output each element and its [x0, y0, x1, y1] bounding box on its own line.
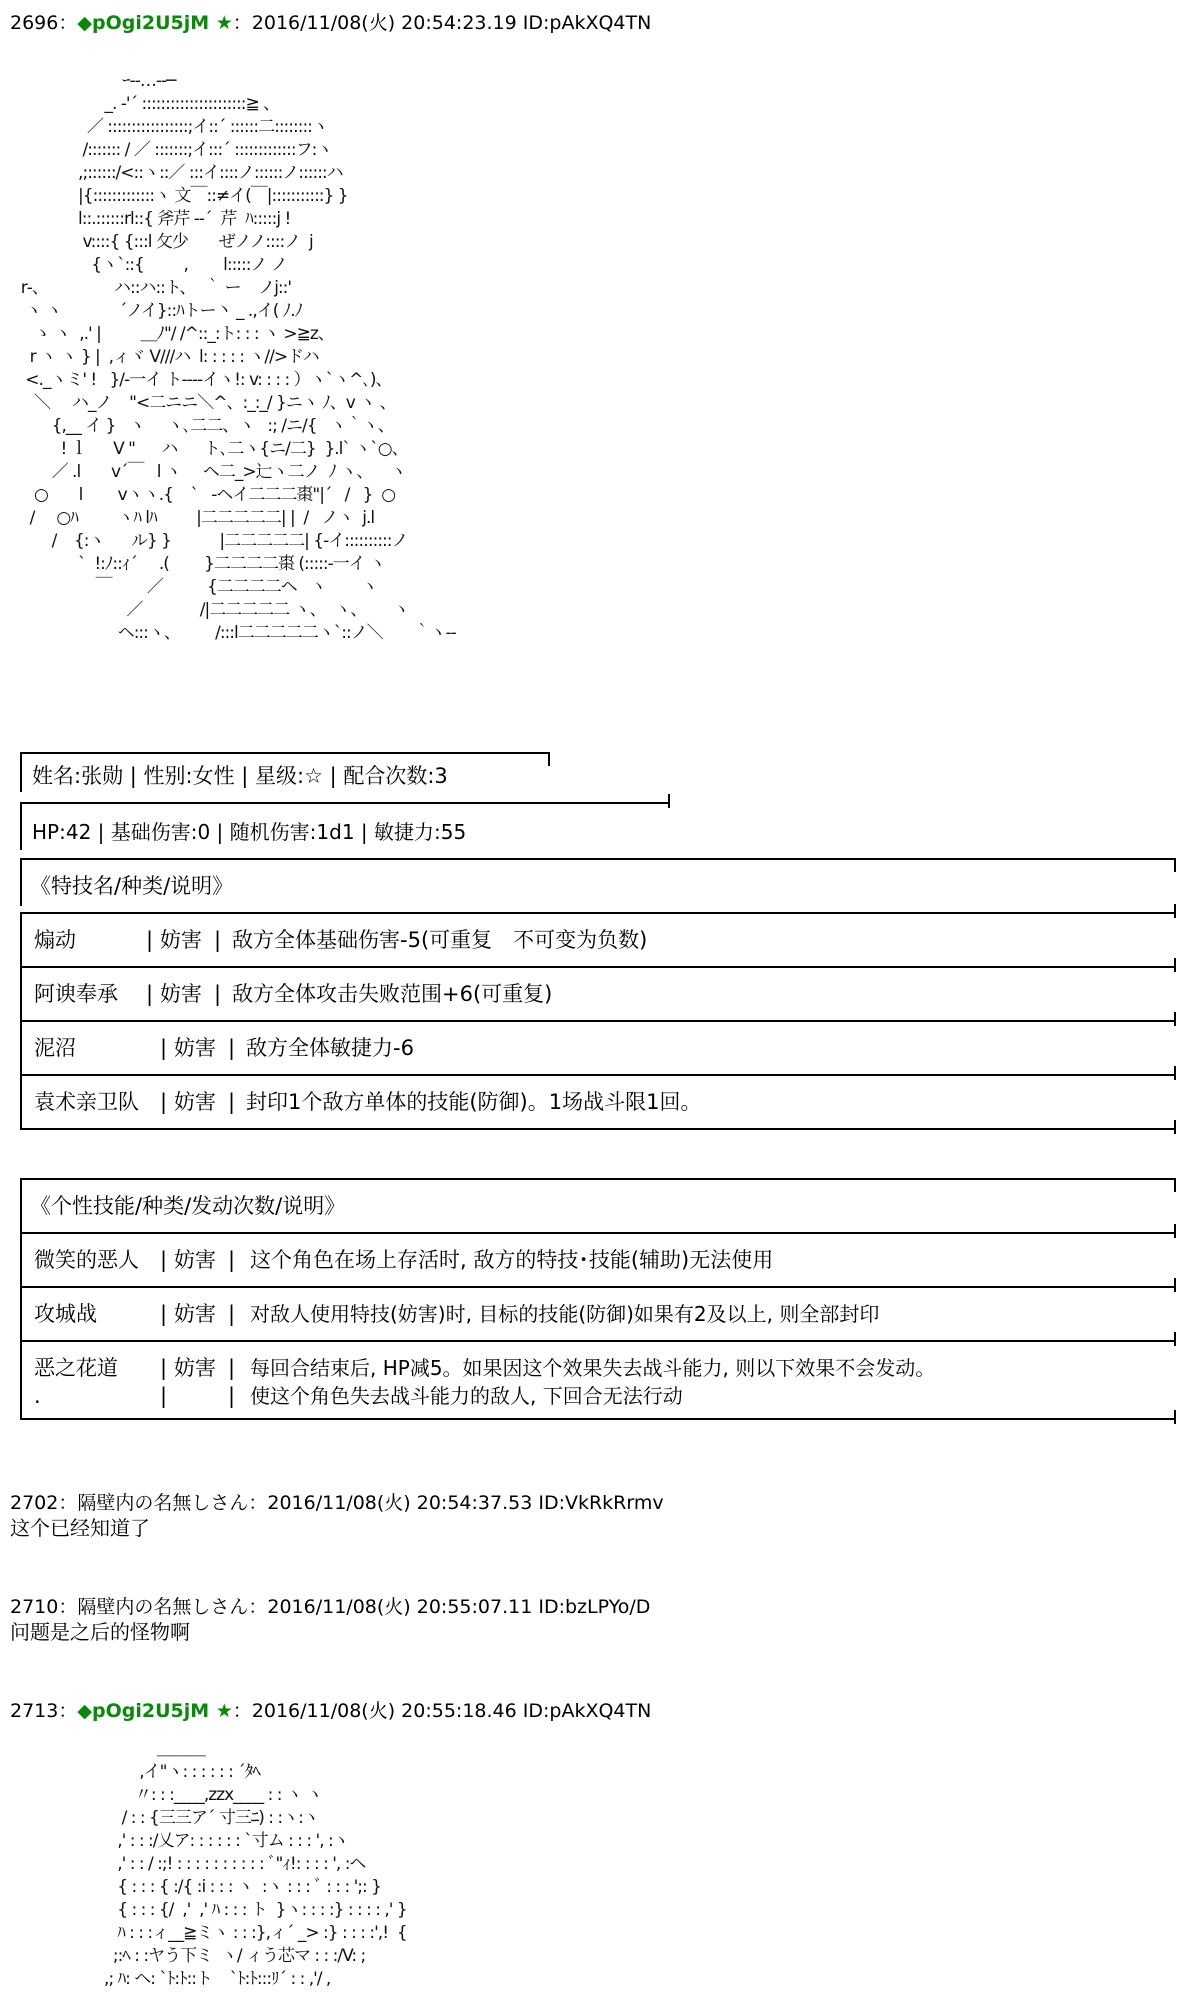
column-bar: |	[160, 1036, 168, 1060]
column-bar: |	[228, 1384, 236, 1408]
skill-name: 煽动	[34, 928, 76, 952]
poster-trip[interactable]: ◆pOgi2U5jM ★	[77, 1700, 233, 1722]
post-body-2702: 这个已经知道了	[10, 1516, 150, 1540]
skill-desc: 每回合结束后, HP减5。如果因这个效果失去战斗能力, 则以下效果不会发动。	[250, 1356, 936, 1380]
table-border	[1174, 1066, 1176, 1080]
post-date-id: ：2016/11/08(火) 20:55:07.11 ID:bzLPYo/D	[248, 1596, 651, 1618]
table-border	[20, 912, 1176, 914]
table-border	[1174, 1332, 1176, 1346]
table-border	[20, 1074, 1176, 1076]
table-border	[1174, 1278, 1176, 1292]
skill-desc: 敌方全体攻击失败范围+6(可重复)	[232, 982, 553, 1006]
table-border	[20, 1232, 22, 1286]
skill-name: 恶之花道	[34, 1356, 118, 1380]
column-bar: |	[160, 1384, 168, 1408]
ascii-art-character-2: ＿＿＿ ,イ"ヽ: : : : : : ´ﾀﾍ 〃: : :____,zzx____ : : ヽ ヽ / : : {三三ア´ 寸三ﾆ) : :ヽ:ヽ ,' : : :/乂ア: : : : : : `寸ム : : : ', :ヽ ,' : : / :;! : : : : : : : : : : ﾞ"ｨ!: : : : ', :ヘ { : : : { :/{ :i : : : ヽ :ヽ : : : ﾞ : : : ';: } { : : : {/ ,' ,' ﾊ : : : ト }ヽ: : : :} : : : : ,' } ﾊ : : :ィ__≧ミヽ : : :},ィ´ _> :} : : : :',! { ;:ﾍ : :ヤう下ミ ヽ/ ィう芯マ : : :/V: ; ,; ﾊ: ヘ: `ﾄ:ﾄ::ト `ﾄ:ﾄ:::ﾘ´ : : ,'/ ,	[104, 1739, 407, 1989]
table-border	[20, 1074, 22, 1128]
table-border	[20, 1340, 1176, 1342]
post-header-2713: 2713：◆pOgi2U5jM ★：2016/11/08(火) 20:55:18.46 ID:pAkXQ4TN	[10, 1700, 652, 1722]
skills-header: 《特技名/种类/说明》	[30, 874, 234, 898]
table-border	[20, 802, 670, 804]
poster-name: ：隔壁内の名無しさん	[58, 1596, 249, 1618]
skill-type: 妨害	[174, 1302, 216, 1326]
column-bar: |	[228, 1090, 236, 1114]
table-border	[20, 752, 550, 754]
table-border	[668, 794, 670, 808]
column-bar: |	[214, 928, 222, 952]
skill-desc: 对敌人使用特技(妨害)时, 目标的技能(防御)如果有2及以上, 则全部封印	[250, 1302, 880, 1326]
table-border	[1174, 1012, 1176, 1026]
table-border	[20, 912, 22, 966]
post-header-2710	[10, 1598, 650, 1617]
post-date-id: ：2016/11/08(火) 20:55:18.46 ID:pAkXQ4TN	[232, 1700, 652, 1722]
skill-desc: 敌方全体基础伤害-5(可重复 不可变为负数)	[232, 928, 648, 952]
skill-type: 妨害	[174, 1248, 216, 1272]
skill-type: 妨害	[160, 928, 202, 952]
skill-name: 微笑的恶人	[34, 1248, 139, 1272]
table-border	[20, 1020, 1176, 1022]
personality-skills-header: 《个性技能/种类/发动次数/说明》	[30, 1194, 346, 1218]
column-bar: |	[146, 928, 154, 952]
skill-name: 泥沼	[34, 1036, 76, 1060]
column-bar: |	[160, 1302, 168, 1326]
table-border	[20, 1178, 22, 1232]
skill-type: 妨害	[174, 1036, 216, 1060]
post-number: 2710	[10, 1596, 59, 1618]
skill-desc-continued: 使这个角色失去战斗能力的敌人, 下回合无法行动	[250, 1384, 683, 1408]
post-header-2696: 2696：◆pOgi2U5jM ★：2016/11/08(火) 20:54:23.19 ID:pAkXQ4TN	[10, 12, 652, 34]
table-border	[548, 752, 550, 766]
table-border	[20, 752, 22, 792]
table-border	[20, 1232, 1176, 1234]
column-bar: |	[214, 982, 222, 1006]
table-border	[1174, 1178, 1176, 1192]
character-stats-row: HP:42 | 基础伤害:0 | 随机伤害:1d1 | 敏捷力:55	[32, 820, 467, 844]
skill-desc: 封印1个敌方单体的技能(防御)。1场战斗限1回。	[246, 1090, 702, 1114]
table-border	[20, 858, 22, 906]
skill-type: 妨害	[160, 982, 202, 1006]
skill-desc: 敌方全体敏捷力-6	[246, 1036, 414, 1060]
table-border	[20, 1020, 22, 1074]
column-bar: |	[146, 982, 154, 1006]
table-border	[20, 1286, 22, 1340]
table-border	[20, 1128, 1176, 1130]
column-bar: |	[160, 1248, 168, 1272]
post-number: 2713	[10, 1700, 59, 1722]
table-border	[20, 1178, 1176, 1180]
table-border	[1174, 958, 1176, 972]
table-border	[1174, 904, 1176, 918]
column-bar: |	[228, 1248, 236, 1272]
skill-type: 妨害	[174, 1090, 216, 1114]
table-border	[20, 1340, 22, 1418]
character-info-row: 姓名:张勋 | 性别:女性 | 星级:☆ | 配合次数:3	[32, 764, 448, 788]
skill-name: 阿谀奉承	[34, 982, 118, 1006]
ascii-art-character: ｰ-‐…‐‐─ _. -'´ ::::::::::::::::::::::≧ 、 ／ :::::::::::::::::;イ::´ ::::::二::::::::ヽ /::::::: / ／ :::::::;イ:::´ :::::::::::::フ:ヽ ,;::::::/<::ヽ::／ :::イ::::ノ::::::ノ::::::ハ |{:::::::::::::ヽ 文￣::≠イ(￣|:::::::::::} } l::.::::::rl::{ 斧芹 -‐´ 芹 ﾊ:::::j ! v::::{ {:::l 攵少 ぜノノ::::ノ j {ヽ`::{ , l:::::ノ ノ r‐、 ハ::ハ::ト、 ｀ ー ノj::' ヽ ヽ ´ノイ}::ﾊトー丶 _ .,イ( ﾉ.ﾉ ゝ ヽ ,.' | ＿ﾉ"/ /^::_:ト: : : ヽ >≧z、 r ヽ ヽ } | ,ィヾ V///ハ l: : : : : ヽ//>ドハ <._ヽミ' ! }/‐一イ ト--‐‐イヽ!: v: : : : ）ヽ`ヽ^､)、 ＼ ハ_ノ "<二ニニ＼^、:_:_/ }ニヽ ﾉ、v ヽ 、 {,__ イ } ヽ ヽ､二二、ヽ :; /ニ/{ ヽ｀ヽ、 ! ｌ V " ハ ト､二ヽ{ニ/二} }.l` ヽ`○、 ／ .l v´￣ l ヽ ヘ二_>辷ヽ二ノ ﾉ ヽ、 ヽ ○ l vヽヽ.{ ` ‐ヘイ二二二棗"|´ / } ○ / ○ﾊ ヽﾊ lﾊ |二二二二二| | / ノヽ j.l / {:ヽ ル} } |二二二二二| {‐イ::::::::::ノ ` !:ﾉ::ｨ´ .( }二二二二棗 (:::::‐一イ ヽ ￣ ／ {二二二二ヘ ヽ ヽ ／ /|二二二二二 ヽ、 ヽ、 ヽ ヘ:::ヽ、 /:::l二二二二二ヽ`::ノ＼ ｀ヽ--	[20, 71, 456, 643]
table-border	[1174, 1410, 1176, 1424]
poster-name: ：隔壁内の名無しさん	[58, 1492, 249, 1514]
table-border	[20, 858, 1176, 860]
column-bar: |	[228, 1356, 236, 1380]
table-border	[20, 802, 22, 850]
table-border	[20, 966, 1176, 968]
column-bar: |	[228, 1036, 236, 1060]
post-body-2710: 问题是之后的怪物啊	[10, 1620, 190, 1644]
skill-name: 袁术亲卫队	[34, 1090, 139, 1114]
post-header-2702	[10, 1494, 664, 1513]
table-border	[20, 966, 22, 1020]
skill-name: 攻城战	[34, 1302, 97, 1326]
table-border	[20, 1418, 1176, 1420]
post-number: 2696	[10, 12, 59, 34]
column-bar: |	[160, 1356, 168, 1380]
column-bar: |	[228, 1302, 236, 1326]
post-date-id: ：2016/11/08(火) 20:54:23.19 ID:pAkXQ4TN	[232, 12, 652, 34]
post-number: 2702	[10, 1492, 59, 1514]
table-border	[20, 1286, 1176, 1288]
poster-trip[interactable]: ◆pOgi2U5jM ★	[77, 12, 233, 34]
skill-type: 妨害	[174, 1356, 216, 1380]
post-date-id: ：2016/11/08(火) 20:54:37.53 ID:VkRkRrmv	[248, 1492, 664, 1514]
table-border	[1174, 858, 1176, 872]
column-bar: |	[160, 1090, 168, 1114]
table-border	[1174, 1224, 1176, 1238]
table-border	[1174, 1120, 1176, 1134]
skill-desc: 这个角色在场上存活时, 敌方的特技･技能(辅助)无法使用	[250, 1248, 774, 1272]
row-continuation-mark: .	[34, 1384, 41, 1408]
